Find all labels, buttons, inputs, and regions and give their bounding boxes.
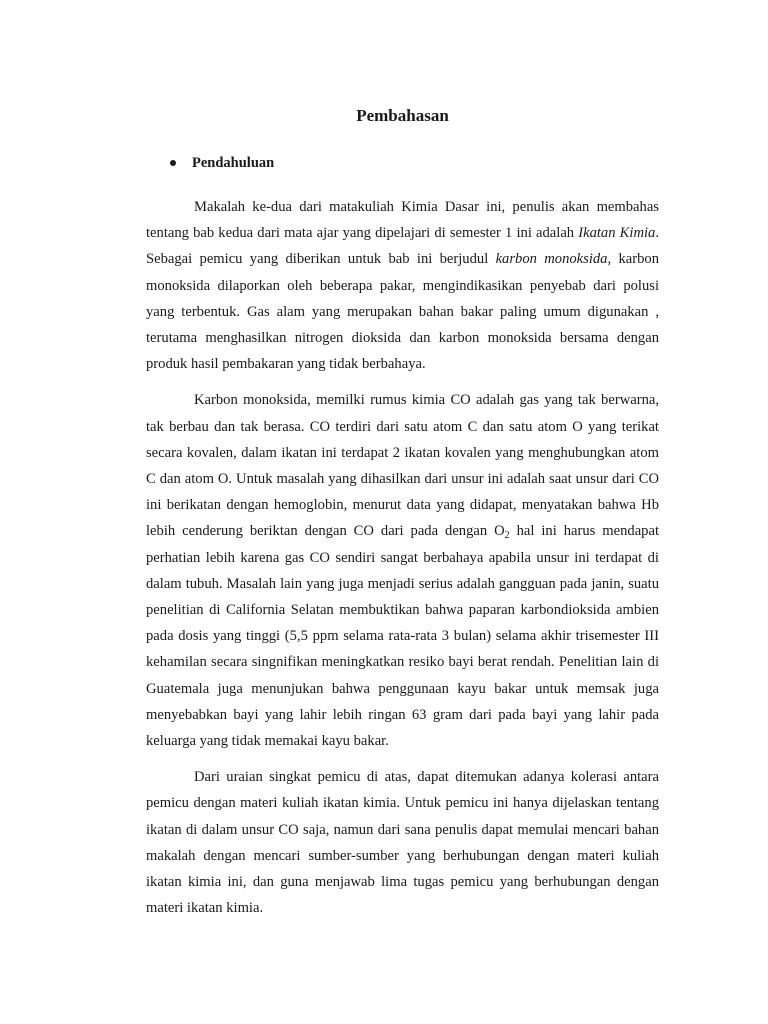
section-heading [170,154,659,172]
paragraph-1-text-c: . Sebagai pemicu yang diberikan untuk bab ini berjudul [146,225,659,268]
paragraph-1 [146,194,659,377]
paragraph-3: Dari uraian singkat pemicu di atas, dapat ditemukan adanya kolerasi antara pemicu dengan materi kuliah ikatan kimia. Untuk pemicu ini hanya dijelaskan tentang ikatan di dalam unsur CO saja, namun dari sana penulis dapat memulai mencari bahan makalah dengan mencari sumber-sumber yang berhubungan dengan materi kuliah ikatan kimia ini, dan guna menjawab lima tugas pemicu yang berhubungan dengan materi ikatan kimia. [146,769,659,917]
paragraph-2-subscript: 2 [504,530,510,542]
bullet-icon [170,160,176,166]
paragraph-2 [146,387,659,754]
paragraph-1-italic-ikatan-kimia: Ikatan Kimia [578,225,656,242]
paragraph-1-italic-karbon-monoksida: karbon monoksida, [495,251,612,268]
page-title: Pembahasan [356,106,449,125]
paragraph-2-text-a: Karbon monoksida, memilki rumus kimia CO adalah gas yang tak berwarna, tak berbau dan tak berasa. CO terdiri dari satu atom C dan satu atom O yang terikat secara kovalen, dalam ikatan ini terdapat 2 ikatan kovalen yang menghubungkan atom C dan atom O. Untuk masalah yang dihasilkan dari unsur ini adalah saat unsur dari CO ini berikatan dengan hemoglobin, menurut data yang didapat, menyatakan bahwa Hb lebih cenderung beriktan dengan CO dari pada dengan O [146,392,659,540]
paragraph-2-text-b: hal ini harus mendapat perhatian lebih karena gas CO sendiri sangat berbahaya apabila unsur ini terdapat di dalam tubuh. Masalah lain yang juga menjadi serius adalah gangguan pada janin, suatu penelitian di California Selatan membuktikan bahwa paparan karbondioksida ambien pada dosis yang tinggi (5,5 ppm selama rata-rata 3 bulan) selama akhir trisemester III kehamilan secara singnifikan meningkatkan resiko bayi berat rendah. Penelitian lain di Guatemala juga menunjukan bahwa penggunaan kayu bakar untuk memsak juga menyebabkan bayi yang lahir lebih ringan 63 gram dari pada bayi yang lahir pada keluarga yang tidak memakai kayu bakar. [146,523,660,750]
paragraph-1-text-a: Makalah ke-dua dari matakuliah Kimia Dasar ini, penulis akan membahas tentang bab kedua dari mata ajar yang dipelajari di semester 1 ini adalah [146,199,659,242]
paragraph-1-text-e: karbon monoksida dilaporkan oleh beberapa pakar, mengindikasikan penyebab dari polusi yang terbentuk. Gas alam yang merupakan bahan bakar paling umum digunakan , terutama menghasilkan nitrogen dioksida dan karbon monoksida bersama dengan produk hasil pembakaran yang tidak berbahaya. [146,251,659,373]
section-heading-label: Pendahuluan [192,155,275,171]
